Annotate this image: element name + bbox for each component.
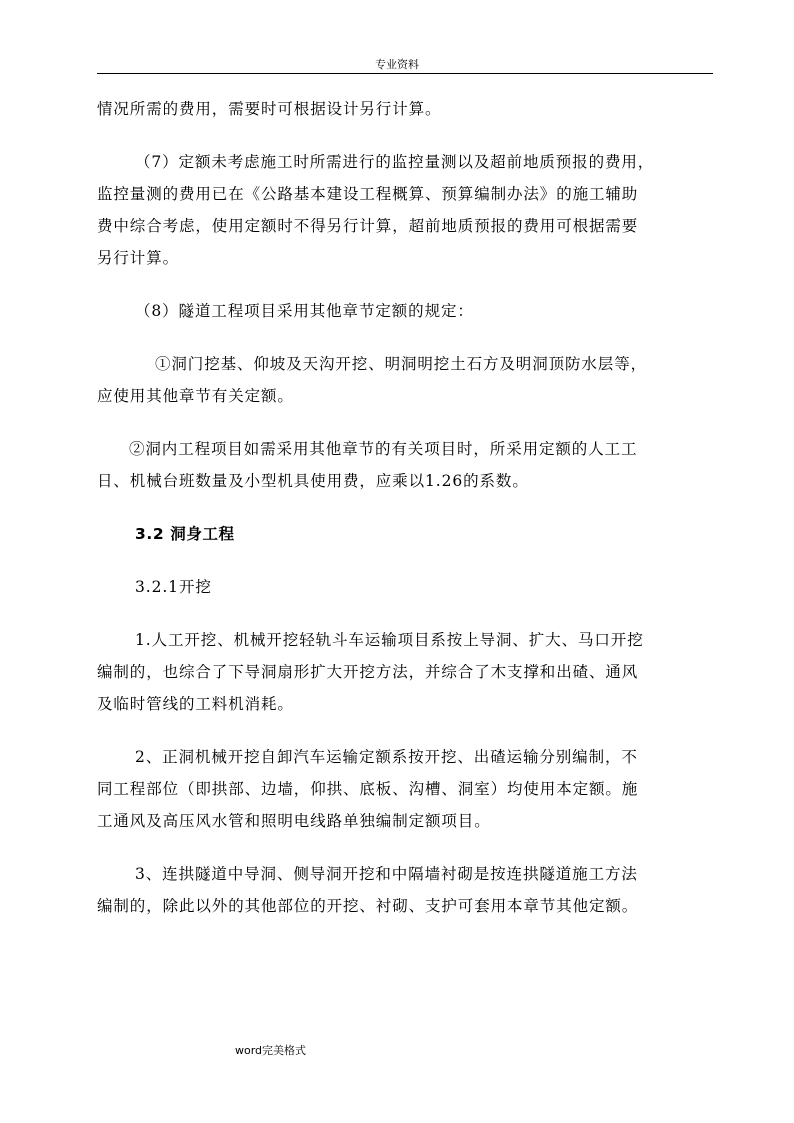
- text-line: （8）隧道工程项目采用其他章节定额的规定：: [135, 302, 474, 320]
- paragraph-continuation: [97, 93, 717, 125]
- text-line: 工通风及高压风水管和照明电线路单独编制定额项目。: [97, 812, 491, 830]
- paragraph-subitem-2: [97, 433, 717, 497]
- text-line: 情况所需的费用，需要时可根据设计另行计算。: [97, 100, 442, 118]
- text-line: 同工程部位（即拱部、边墙，仰拱、底板、沟槽、洞室）均使用本定额。施: [97, 780, 639, 798]
- paragraph-point-2: [97, 741, 717, 837]
- paragraph-point-1: [97, 624, 717, 720]
- text-line: 及临时管线的工料机消耗。: [97, 695, 294, 713]
- section-heading: [97, 518, 717, 550]
- text-line: 费中综合考虑，使用定额时不得另行计算，超前地质预报的费用可根据需要: [97, 217, 639, 235]
- text-line: ②洞内工程项目如需采用其他章节的有关项目时，所采用定额的人工工: [129, 440, 638, 458]
- paragraph-point-3: [97, 858, 717, 922]
- header-divider: [97, 73, 713, 74]
- paragraph-subitem-1: [97, 348, 717, 412]
- heading-text: 3.2.1开挖: [135, 578, 212, 596]
- text-line: （7）定额未考虑施工时所需进行的监控量测以及超前地质预报的费用，: [135, 153, 655, 171]
- page-header: 专业资料: [375, 58, 419, 71]
- text-line: 编制的，也综合了下导洞扇形扩大开挖方法，并综合了木支撑和出碴、通风: [97, 663, 639, 681]
- subsection-heading: [97, 571, 717, 603]
- document-body: [97, 93, 717, 943]
- text-line: 1.人工开挖、机械开挖轻轨斗车运输项目系按上导洞、扩大、马口开挖: [135, 631, 644, 649]
- text-line: 监控量测的费用已在《公路基本建设工程概算、预算编制办法》的施工辅助: [97, 185, 639, 203]
- text-line: 3、连拱隧道中导洞、侧导洞开挖和中隔墙衬砌是按连拱隧道施工方法: [135, 865, 638, 883]
- text-line: 编制的，除此以外的其他部位的开挖、衬砌、支护可套用本章节其他定额。: [97, 897, 639, 915]
- paragraph-item-7: [97, 146, 717, 274]
- text-line: 应使用其他章节有关定额。: [97, 387, 294, 405]
- text-line: 另行计算。: [97, 249, 180, 267]
- paragraph-item-8: [97, 295, 717, 327]
- text-line: 日、机械台班数量及小型机具使用费，应乘以1.26的系数。: [97, 472, 529, 490]
- text-line: ①洞门挖基、仰坡及天沟开挖、明洞明挖土石方及明洞顶防水层等，: [155, 355, 648, 373]
- heading-text: 3.2 洞身工程: [135, 525, 235, 543]
- page-footer: word完美格式: [235, 1044, 307, 1057]
- text-line: 2、正洞机械开挖自卸汽车运输定额系按开挖、出碴运输分别编制，不: [135, 748, 638, 766]
